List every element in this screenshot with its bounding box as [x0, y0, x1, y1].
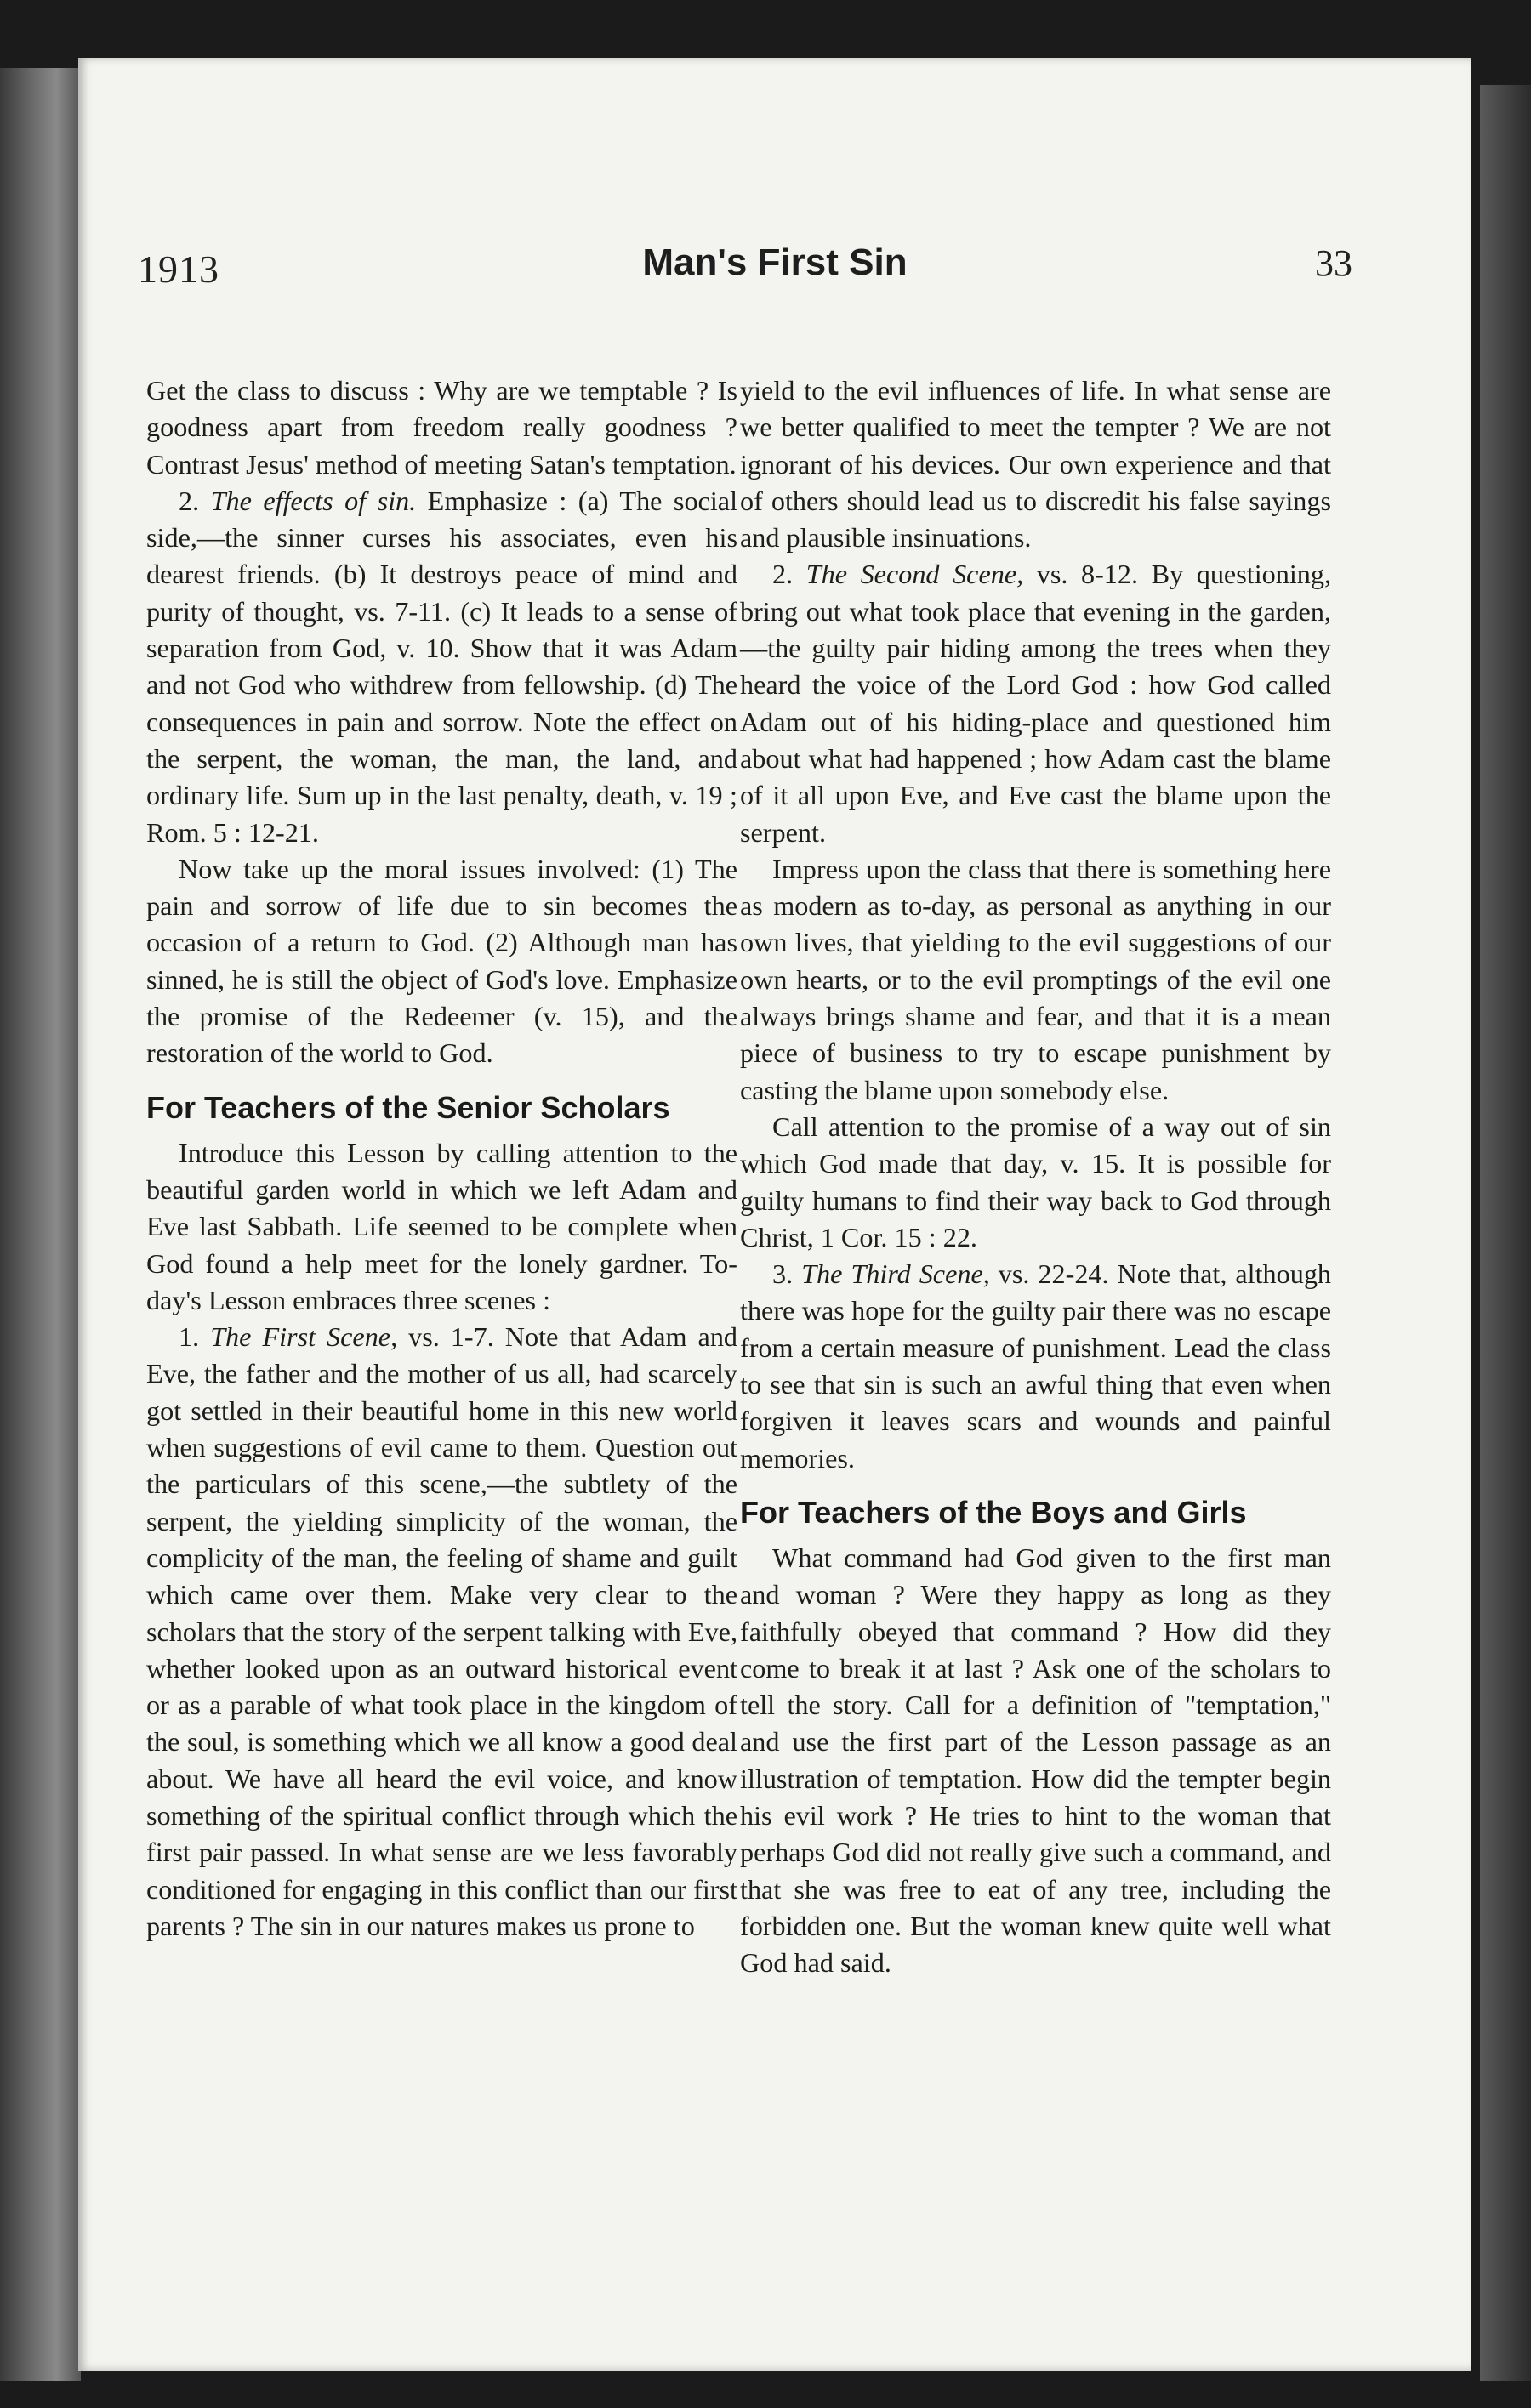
paragraph: Impress upon the class that there is something here as modern as to-day, as personal as anything in our own lives, that yielding to the evil suggestions of our own hearts, or to the evil promptings of the evil one always brings shame and fear, and that it is a mean piece of business to try to escape punishment by casting the blame upon somebody else. — [740, 853, 1331, 1105]
paragraph: What command had God given to the first man and woman ? Were they happy as long as they faithfully obeyed that command ? How did they come to break it at last ? Ask one of the scholars to tell the story. Call for a definition of "temptation," and use the first part of the Lesson passage as an illustration of temptation. How did the tempter begin his evil work ? He tries to hint to the woman that perhaps God did not really give such a command, and that she was free to eat of any tree, including the forbidden one. But the woman knew quite well what God had said. — [740, 1542, 1331, 1979]
paragraph: Now take up the moral issues involved: (1) The pain and sorrow of life due to sin becomes the occasion of a return to God. (2) Although man has sinned, he is still the object of God's love. Emphasize the promise of the Redeemer (v. 15), and the restoration of the world to God. — [146, 853, 737, 1069]
paragraph — [740, 1256, 1331, 1477]
paragraph: Get the class to discuss : Why are we temptable ? Is goodness apart from freedom really goodness ? Contrast Jesus' method of meeting Satan's temptation. — [146, 375, 737, 480]
item-heading: The Third Scene, — [801, 1258, 990, 1290]
paragraph-text: Emphasize : (a) The social side,—the sinner curses his associates, even his dearest friends. (b) It destroys peace of mind and purity of thought, vs. 7-11. (c) It leads to a sense of separation from God, v. 10. Show that it was Adam and not God who withdrew from fellowship. (d) The consequences in pain and sorrow. Note the effect on the serpent, the woman, the man, the land, and ordinary life. Sum up in the last penalty, death, v. 19 ; Rom. 5 : 12-21. — [146, 485, 738, 848]
section-heading-boys-and-girls: For Teachers of the Boys and Girls — [740, 1494, 1247, 1530]
paragraph: Call attention to the promise of a way out of sin which God made that day, v. 15. It is possible for guilty humans to find their way back to God through Christ, 1 Cor. 15 : 22. — [740, 1110, 1331, 1252]
left-column — [146, 372, 737, 1945]
section-heading-senior-scholars: For Teachers of the Senior Scholars — [146, 1089, 670, 1125]
item-number: 1. — [179, 1321, 211, 1353]
header-year: 1913 — [138, 247, 219, 291]
item-number: 2. — [772, 559, 806, 590]
right-column — [740, 372, 1331, 1981]
page-number: 33 — [1315, 242, 1352, 284]
paragraph: Introduce this Lesson by calling attention to the beautiful garden world in which we left Adam and Eve last Sabbath. Life seemed to be complete when God found a help meet for the lonely gardner. To-day's Lesson embraces three scenes : — [146, 1137, 737, 1315]
item-heading: The Second Scene, — [805, 559, 1024, 590]
paragraph-text: vs. 1-7. Note that Adam and Eve, the father and the mother of us all, had scarcely got settled in their beautiful home in this new world when suggestions of evil came to them. Question out the particulars of this scene,—the subtlety of the serpent, the yielding simplicity of the woman, the complicity of the man, the feeling of shame and guilt which came over them. Make very clear to the scholars that the story of the serpent talking with Eve, whether looked upon as an outward historical event or as a parable of what took place in the kingdom of the soul, is something which we all know a good deal about. We have all heard the evil voice, and know something of the spiritual conflict through which the first pair passed. In what sense are we less favorably conditioned for engaging in this conflict than our first parents ? The sin in our natures makes us prone to — [146, 1321, 738, 1941]
paragraph — [740, 556, 1331, 850]
book-spine-edge — [0, 68, 81, 2381]
item-heading: The First Scene, — [210, 1321, 398, 1353]
book-page — [78, 58, 1471, 2371]
paragraph — [146, 483, 737, 851]
page-stack-edge — [1480, 85, 1531, 2381]
paragraph: yield to the evil influences of life. In what sense are we better qualified to meet the tempter ? We are not ignorant of his devices. Our own experience and that of others should lead us to discredit his false sayings and plausible insinuations. — [740, 375, 1331, 554]
item-heading: The effects of sin. — [210, 485, 417, 516]
paragraph-text: vs. 8-12. By questioning, bring out what took place that evening in the garden,—the guilty pair hiding among the trees when they heard the voice of the Lord God : how God called Adam out of his hiding-place and questioned him about what had happened ; how Adam cast the blame of it all upon Eve, and Eve cast the blame upon the serpent. — [740, 559, 1331, 848]
item-number: 3. — [772, 1258, 802, 1290]
paragraph-text: vs. 22-24. Note that, although there was hope for the guilty pair there was no escape from a certain measure of punishment. Lead the class to see that sin is such an awful thing that even when forgiven it leaves scars and wounds and painful memories. — [740, 1258, 1332, 1474]
paragraph — [146, 1319, 737, 1945]
item-number: 2. — [179, 485, 211, 516]
page-title: Man's First Sin — [642, 241, 908, 283]
